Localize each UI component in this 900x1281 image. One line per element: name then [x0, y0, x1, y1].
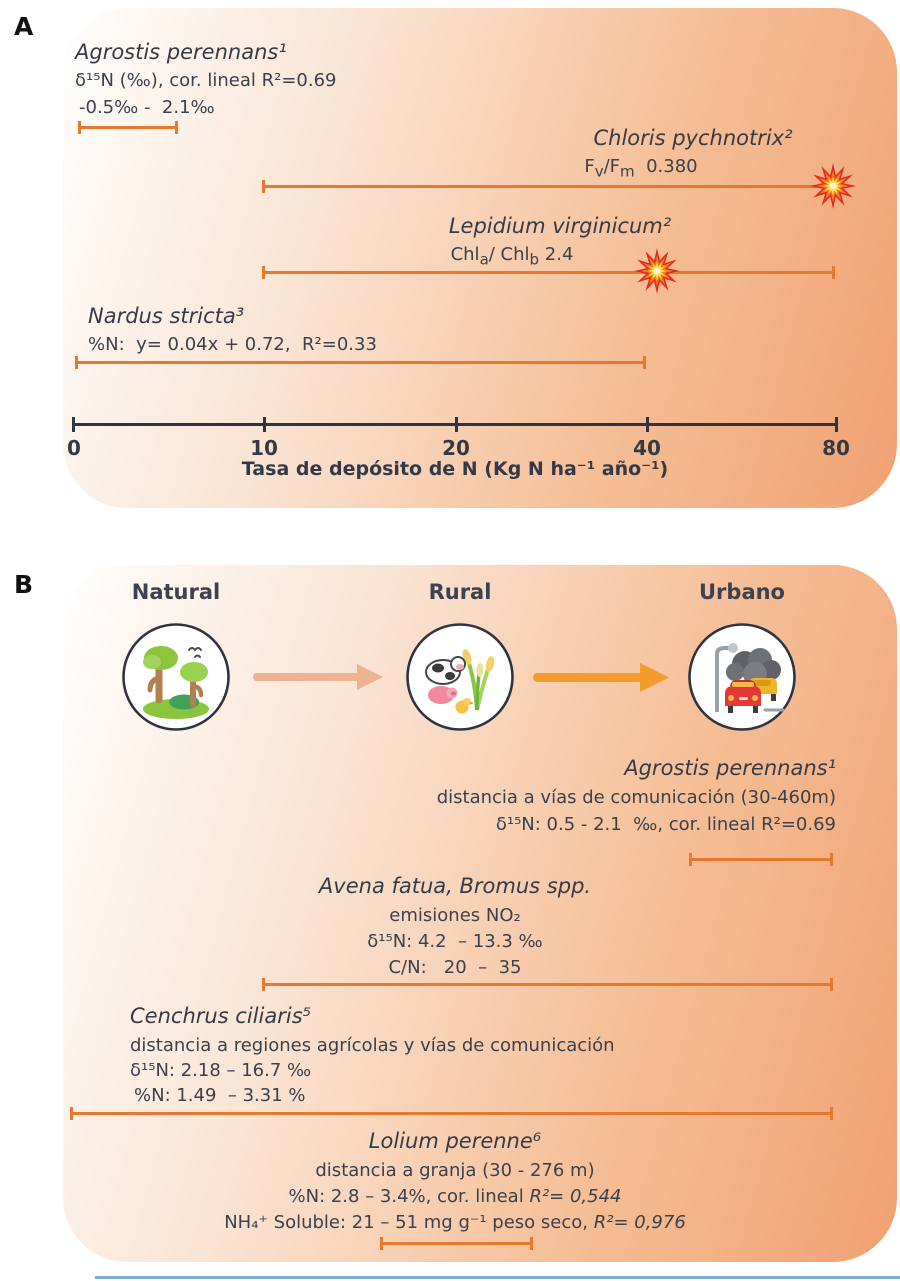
axis-tick	[72, 417, 75, 432]
city-traffic-smog-icon	[687, 622, 797, 732]
axis-tick-label: 80	[822, 436, 850, 460]
metric-line: NH₄⁺ Soluble: 21 – 51 mg g⁻¹ peso seco, R²= 0,976	[224, 1212, 686, 1233]
metric-line: δ¹⁵N: 4.2 – 13.3 ‰	[367, 931, 543, 952]
metric-line: distancia a regiones agrícolas y vías de comunicación	[130, 1035, 615, 1056]
axis-tick	[263, 417, 266, 432]
species-name-agrostis-b: Agrostis perennans¹	[624, 756, 836, 780]
metric-line: emisiones NO₂	[389, 905, 521, 926]
metric-line: distancia a vías de comunicación (30-460m)	[436, 787, 836, 808]
metric-line: distancia a granja (30 - 276 m)	[315, 1160, 595, 1181]
axis-tick-label: 0	[67, 436, 81, 460]
species-name-nardus: Nardus stricta³	[88, 304, 245, 328]
stage-label-natural: Natural	[131, 580, 221, 604]
species-name-lolium: Lolium perenne⁶	[368, 1129, 542, 1153]
species-name-chloris: Chloris pychnotrix²	[593, 126, 793, 150]
stage-label-urbano: Urbano	[699, 580, 785, 604]
axis-tick-label: 20	[442, 436, 470, 460]
species-name-lepidium: Lepidium virginicum²	[448, 214, 672, 238]
axis-tick	[455, 417, 458, 432]
range-label: -0.5‰ - 2.1‰	[79, 97, 215, 118]
axis-tick	[646, 417, 649, 432]
axis-tick-label: 10	[250, 436, 278, 460]
species-name-cenchrus: Cenchrus ciliaris⁵	[130, 1004, 312, 1028]
gradient-arrow-rural-urbano	[533, 661, 671, 693]
range-bar-avena	[262, 983, 833, 986]
bottom-border-line	[95, 1276, 900, 1279]
x-axis-title: Tasa de depósito de N (Kg N ha⁻¹ año⁻¹)	[241, 458, 669, 480]
metric-line: C/N: 20 – 35	[388, 957, 522, 978]
farm-animals-icon	[405, 622, 515, 732]
stage-label-rural: Rural	[428, 580, 492, 604]
forest-trees-icon	[121, 622, 231, 732]
metric-line: δ¹⁵N (‰), cor. lineal R²=0.69	[75, 70, 337, 91]
gradient-arrow-natural-rural	[253, 663, 385, 691]
metric-line: %N: 1.49 – 3.31 %	[134, 1085, 306, 1106]
metric-line: δ¹⁵N: 0.5 - 2.1 ‰, cor. lineal R²=0.69	[495, 814, 836, 835]
axis-tick	[835, 417, 838, 432]
metric-line: δ¹⁵N: 2.18 – 16.7 ‰	[130, 1060, 312, 1081]
species-name-agrostis-a: Agrostis perennans¹	[75, 40, 287, 64]
starburst-icon	[633, 247, 681, 295]
species-name-avena: Avena fatua, Bromus spp.	[318, 874, 592, 898]
starburst-icon	[809, 162, 857, 210]
range-bar-agrostis-a	[78, 126, 178, 129]
range-bar-agrostis-b	[689, 858, 833, 861]
metric-line: $F_v/F_m$ 0.380	[584, 156, 698, 181]
range-bar-lolium	[380, 1242, 533, 1245]
panel-a-label: A	[14, 12, 34, 41]
metric-line: %N: 2.8 – 3.4%, cor. lineal R²= 0,544	[288, 1186, 622, 1207]
metric-line: Chl$_a$/ Chl$_b$ 2.4	[450, 244, 574, 269]
axis-tick-label: 40	[633, 436, 661, 460]
range-bar-cenchrus	[70, 1112, 833, 1115]
panel-b-label: B	[14, 570, 34, 599]
range-bar-lepidium	[262, 271, 835, 274]
metric-line: %N: y= 0.04x + 0.72, R²=0.33	[88, 334, 377, 355]
range-bar-nardus	[75, 361, 646, 364]
range-bar-chloris	[262, 185, 842, 188]
